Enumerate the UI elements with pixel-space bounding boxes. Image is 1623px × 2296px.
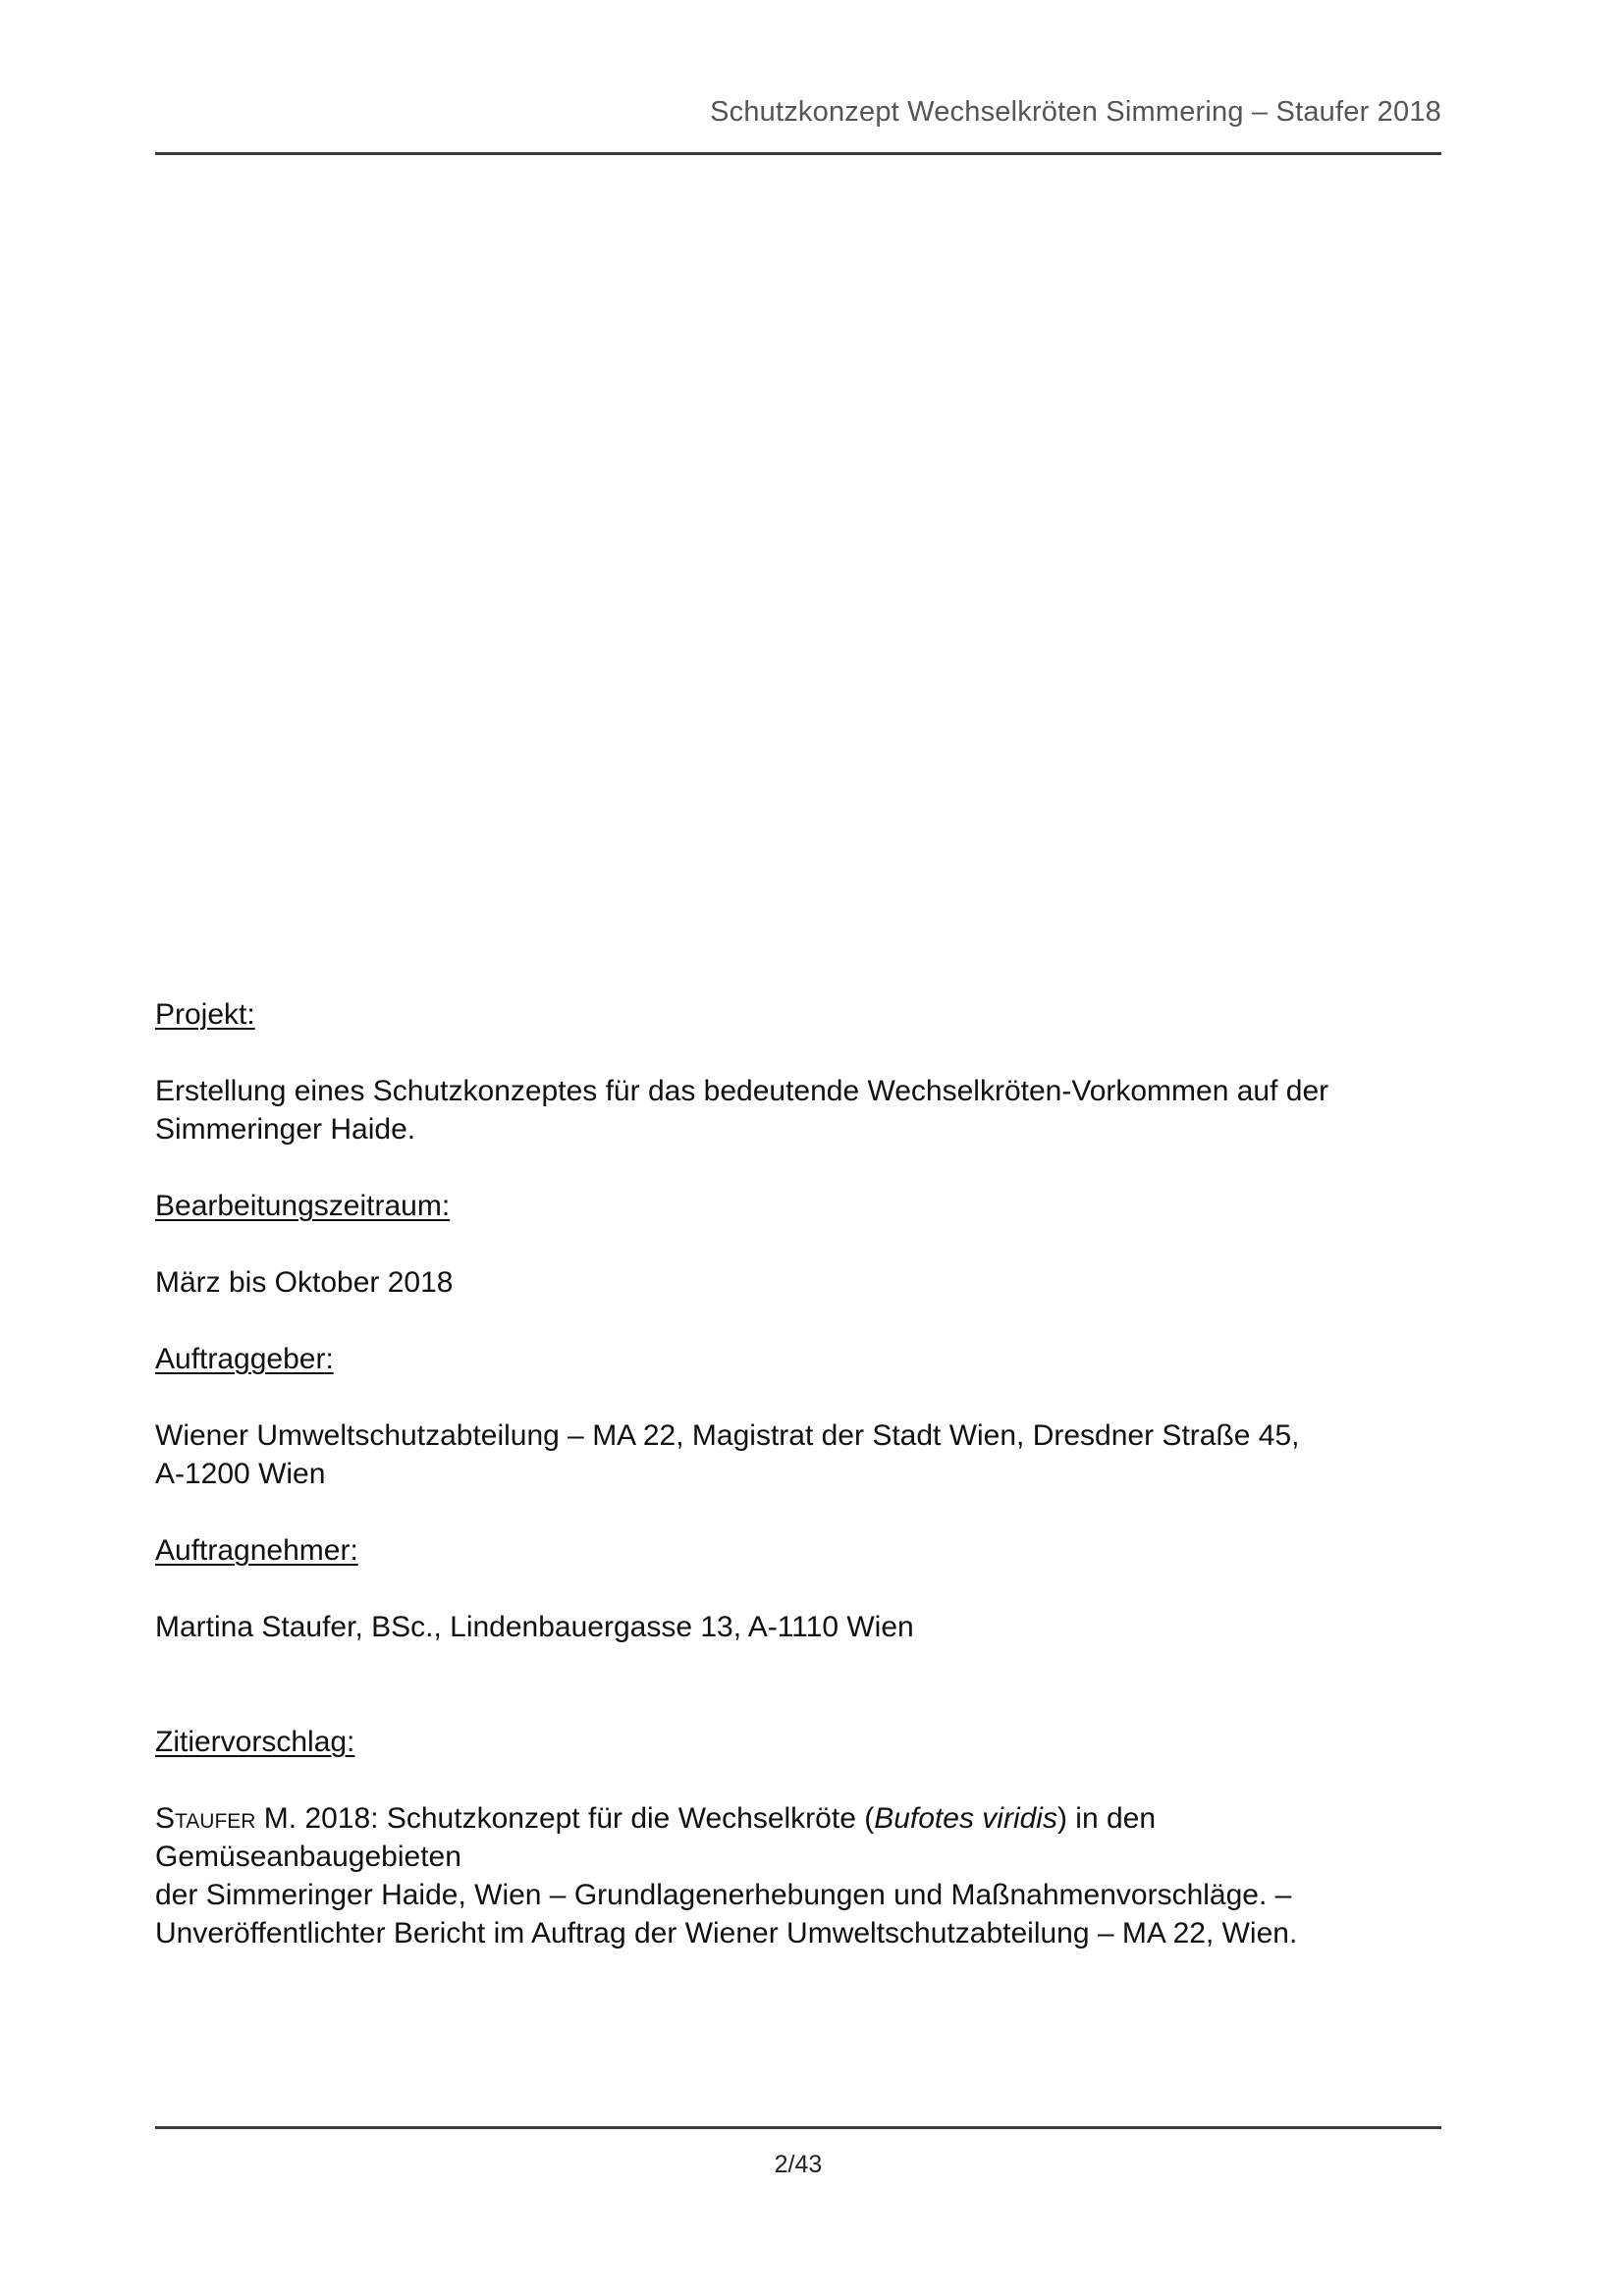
page-header: [155, 94, 1441, 155]
auftragnehmer-label: Auftragnehmer:: [155, 1534, 358, 1567]
running-title: Schutzkonzept Wechselkröten Simmering – Staufer 2018: [710, 96, 1441, 128]
document-body: [155, 995, 1451, 1952]
spacer: [155, 1148, 1451, 1187]
citation-line1: [155, 1799, 1451, 1876]
citation-line2: der Simmeringer Haide, Wien – Grundlagenerhebungen und Maßnahmenvorschläge. –: [155, 1879, 1292, 1911]
spacer: [155, 1034, 1451, 1072]
projekt-text-line1: Erstellung eines Schutzkonzeptes für das bedeutende Wechselkröten-Vorkommen auf der: [155, 1075, 1329, 1107]
spacer: [155, 1378, 1451, 1416]
spacer: [155, 1646, 1451, 1723]
spacer: [155, 1761, 1451, 1799]
zeitraum-value: März bis Oktober 2018: [155, 1266, 454, 1299]
page-footer: [155, 2126, 1441, 2178]
zeitraum-label: Bearbeitungszeitraum:: [155, 1190, 451, 1222]
citation-line3: Unveröffentlichter Bericht im Auftrag der Wiener Umweltschutzabteilung – MA 22, Wien.: [155, 1917, 1298, 1949]
citation-text-b: ) in den Gemüseanbaugebieten: [155, 1802, 1157, 1873]
page-number: 2/43: [774, 2151, 823, 2178]
citation-species: Bufotes viridis: [874, 1802, 1057, 1835]
zitiervorschlag-label: Zitiervorschlag:: [155, 1726, 355, 1758]
spacer: [155, 1302, 1451, 1340]
projekt-label: Projekt:: [155, 998, 255, 1031]
citation-text-a: M. 2018: Schutzkonzept für die Wechselkröte (: [255, 1802, 875, 1835]
auftraggeber-label: Auftraggeber:: [155, 1343, 334, 1375]
auftraggeber-line2: A-1200 Wien: [155, 1458, 326, 1490]
auftraggeber-line1: Wiener Umweltschutzabteilung – MA 22, Magistrat der Stadt Wien, Dresdner Straße 45,: [155, 1419, 1300, 1452]
citation-author: Staufer: [155, 1802, 256, 1835]
spacer: [155, 1225, 1451, 1263]
projekt-text-line2: Simmeringer Haide.: [155, 1113, 416, 1146]
auftragnehmer-value: Martina Staufer, BSc., Lindenbauergasse 13, A-1110 Wien: [155, 1611, 914, 1643]
spacer: [155, 1570, 1451, 1608]
spacer: [155, 1493, 1451, 1531]
